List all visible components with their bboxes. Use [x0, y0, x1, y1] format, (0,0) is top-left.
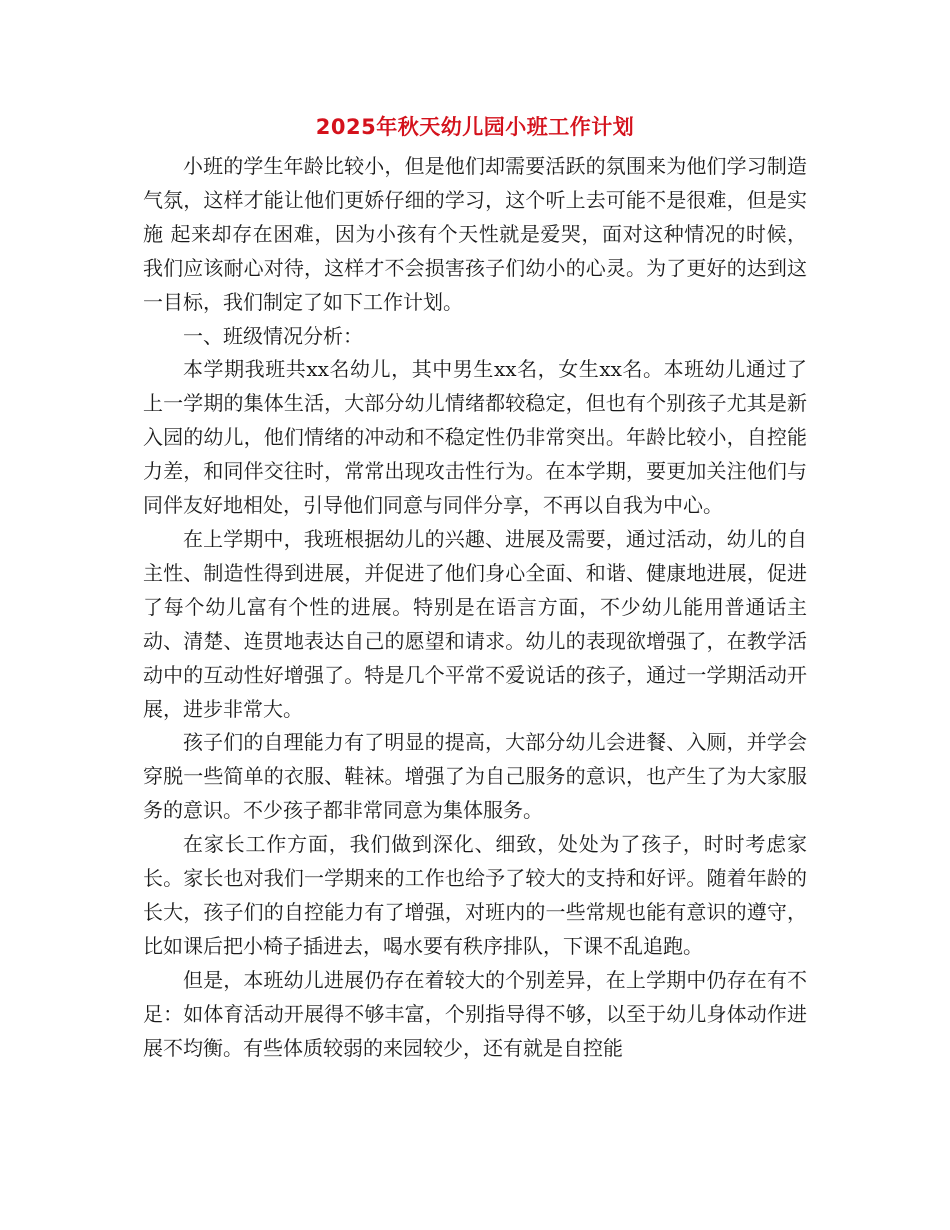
- paragraph-self-care: 孩子们的自理能力有了明显的提高，大部分幼儿会进餐、入厕，并学会穿脱一些简单的衣服、鞋袜。增强了为自己服务的意识，也产生了为大家服务的意识。不少孩子都非常同意为集体服务。: [143, 730, 807, 823]
- document-body: [143, 150, 807, 1065]
- document-title: 2025年秋天幼儿园小班工作计划: [315, 115, 635, 139]
- paragraph-class-overview: 本学期我班共xx名幼儿，其中男生xx名，女生xx名。本班幼儿通过了上一学期的集体生活，大部分幼儿情绪都较稳定，但也有个别孩子尤其是新入园的幼儿，他们情绪的冲动和不稳定性仍非常突出。年龄比较小，自控能力差，和同伴交往时，常常出现攻击性行为。在本学期，要更加关注他们与同伴友好地相处，引导他们同意与同伴分享，不再以自我为中心。: [143, 357, 807, 518]
- section-heading-class-analysis: 一、班级情况分析：: [183, 323, 363, 348]
- paragraph-intro: 小班的学生年龄比较小，但是他们却需要活跃的氛围来为他们学习制造气氛，这样才能让他们更娇仔细的学习，这个听上去可能不是很难，但是实施 起来却存在困难，因为小孩有个天性就是爱哭，面对这种情况的时候，我们应该耐心对待，这样才不会损害孩子们幼小的心灵。为了更好的达到这一目标，我们制定了如下工作计划。: [143, 154, 807, 314]
- paragraph-parent-work: 在家长工作方面，我们做到深化、细致，处处为了孩子，时时考虑家长。家长也对我们一学期来的工作也给予了较大的支持和好评。随着年龄的长大，孩子们的自控能力有了增强，对班内的一些常规也能有意识的遵守，比如课后把小椅子插进去，喝水要有秩序排队，下课不乱追跑。: [143, 832, 807, 958]
- paragraph-shortcomings: 但是，本班幼儿进展仍存在着较大的个别差异，在上学期中仍存在有不足：如体育活动开展得不够丰富，个别指导得不够，以至于幼儿身体动作进展不均衡。有些体质较弱的来园较少，还有就是自控能: [143, 967, 807, 1060]
- paragraph-last-semester: 在上学期中，我班根据幼儿的兴趣、进展及需要，通过活动，幼儿的自主性、制造性得到进展，并促进了他们身心全面、和谐、健康地进展，促进了每个幼儿富有个性的进展。特别是在语言方面，不少幼儿能用普通话主动、清楚、连贯地表达自己的愿望和请求。幼儿的表现欲增强了，在教学活动中的互动性好增强了。特是几个平常不爱说话的孩子，通过一学期活动开展，进步非常大。: [143, 526, 807, 721]
